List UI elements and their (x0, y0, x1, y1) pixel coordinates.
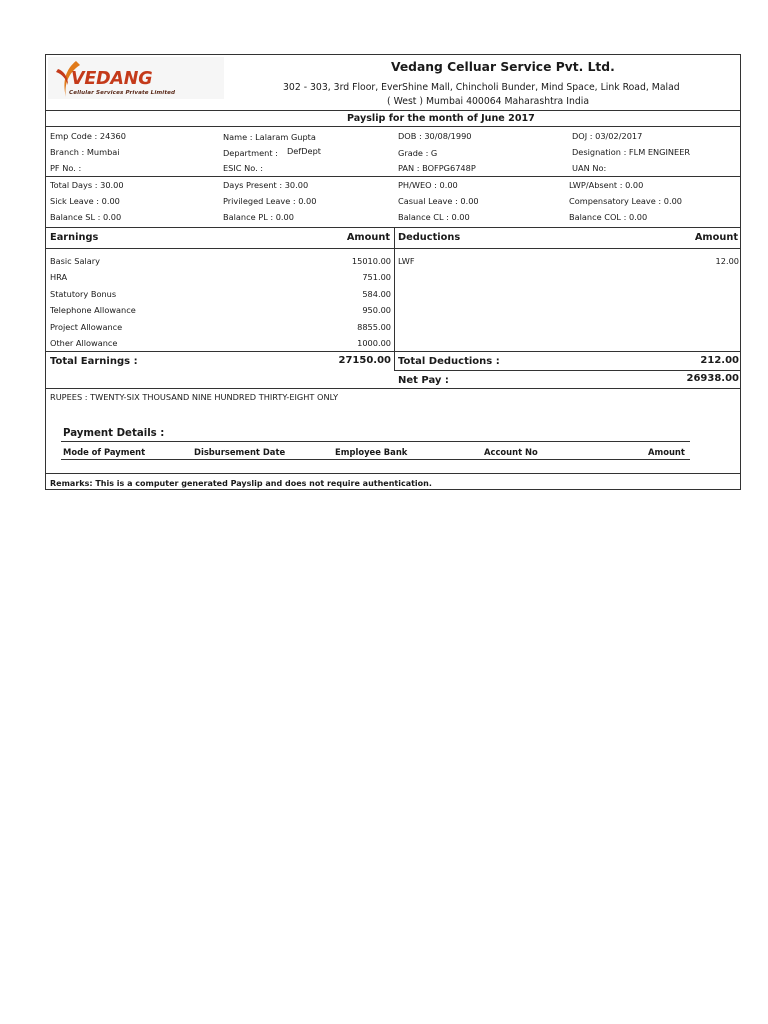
earning-amount: 15010.00 (351, 256, 391, 266)
earnings-header: Earnings (50, 232, 99, 243)
net-pay-amount: 26938.00 (686, 373, 739, 384)
emp-name: Name : Lalaram Gupta (223, 132, 316, 142)
earnings-amount-header: Amount (346, 232, 390, 243)
col-employee-bank: Employee Bank (335, 447, 408, 457)
deduction-amount: 12.00 (715, 256, 739, 266)
earning-label: Statutory Bonus (50, 289, 117, 299)
col-account-no: Account No (484, 447, 538, 457)
casual-leave: Casual Leave : 0.00 (398, 196, 479, 206)
payment-details-title: Payment Details : (63, 428, 165, 439)
emp-department-value: DefDept (287, 146, 321, 156)
logo-word: VEDANG (71, 69, 153, 89)
emp-code: Emp Code : 24360 (50, 131, 126, 141)
net-pay-label: Net Pay : (398, 375, 449, 386)
earning-amount: 950.00 (362, 305, 391, 315)
earning-label: Telephone Allowance (50, 305, 136, 315)
deduction-label: LWF (398, 256, 415, 266)
balance-sl: Balance SL : 0.00 (50, 212, 122, 222)
sick-leave: Sick Leave : 0.00 (50, 196, 120, 206)
earning-label: Other Allowance (50, 338, 118, 348)
company-name: Vedang Celluar Service Pvt. Ltd. (391, 60, 615, 74)
emp-dob: DOB : 30/08/1990 (398, 131, 472, 141)
earning-label: HRA (50, 272, 68, 282)
rupees-in-words: RUPEES : TWENTY-SIX THOUSAND NINE HUNDRED THIRTY-EIGHT ONLY (50, 392, 339, 402)
earning-amount: 584.00 (362, 289, 391, 299)
logo-subtext: Cellular Services Private Limited (69, 90, 176, 96)
emp-branch: Branch : Mumbai (50, 147, 120, 157)
emp-department-label: Department : (223, 148, 278, 158)
emp-grade: Grade : G (398, 148, 438, 158)
remarks: Remarks: This is a computer generated Payslip and does not require authentication. (50, 479, 432, 488)
col-amount: Amount (648, 447, 685, 457)
emp-designation: Designation : FLM ENGINEER (572, 147, 691, 157)
total-days: Total Days : 30.00 (50, 180, 124, 190)
total-deductions-label: Total Deductions : (398, 356, 500, 367)
total-earnings-label: Total Earnings : (50, 356, 138, 367)
balance-pl: Balance PL : 0.00 (223, 212, 294, 222)
balance-cl: Balance CL : 0.00 (398, 212, 470, 222)
emp-esic-no: ESIC No. : (223, 163, 264, 173)
emp-uan: UAN No: (572, 163, 607, 173)
earning-label: Basic Salary (50, 256, 100, 266)
payslip-title: Payslip for the month of June 2017 (347, 113, 535, 124)
company-address-line2: ( West ) Mumbai 400064 Maharashtra India (387, 96, 590, 107)
company-logo (48, 57, 224, 99)
compensatory-leave: Compensatory Leave : 0.00 (569, 196, 682, 206)
total-deductions-amount: 212.00 (700, 355, 739, 366)
earning-amount: 8855.00 (357, 322, 391, 332)
earning-label: Project Allowance (50, 322, 123, 332)
col-disbursement-date: Disbursement Date (194, 447, 286, 457)
emp-pan: PAN : BOFPG6748P (398, 163, 476, 173)
col-mode-of-payment: Mode of Payment (63, 447, 146, 457)
total-earnings-amount: 27150.00 (338, 355, 391, 366)
deductions-header: Deductions (398, 232, 461, 243)
company-address-line1: 302 - 303, 3rd Floor, EverShine Mall, Chincholi Bunder, Mind Space, Link Road, Malad (283, 82, 680, 93)
emp-doj: DOJ : 03/02/2017 (572, 131, 643, 141)
emp-pf-no: PF No. : (50, 163, 82, 173)
earning-amount: 1000.00 (357, 338, 391, 348)
days-present: Days Present : 30.00 (223, 180, 309, 190)
deductions-amount-header: Amount (694, 232, 738, 243)
earning-amount: 751.00 (362, 272, 391, 282)
payslip (45, 54, 741, 490)
lwp-absent: LWP/Absent : 0.00 (569, 180, 644, 190)
balance-col: Balance COL : 0.00 (569, 212, 648, 222)
privileged-leave: Privileged Leave : 0.00 (223, 196, 317, 206)
ph-weo: PH/WEO : 0.00 (398, 180, 458, 190)
